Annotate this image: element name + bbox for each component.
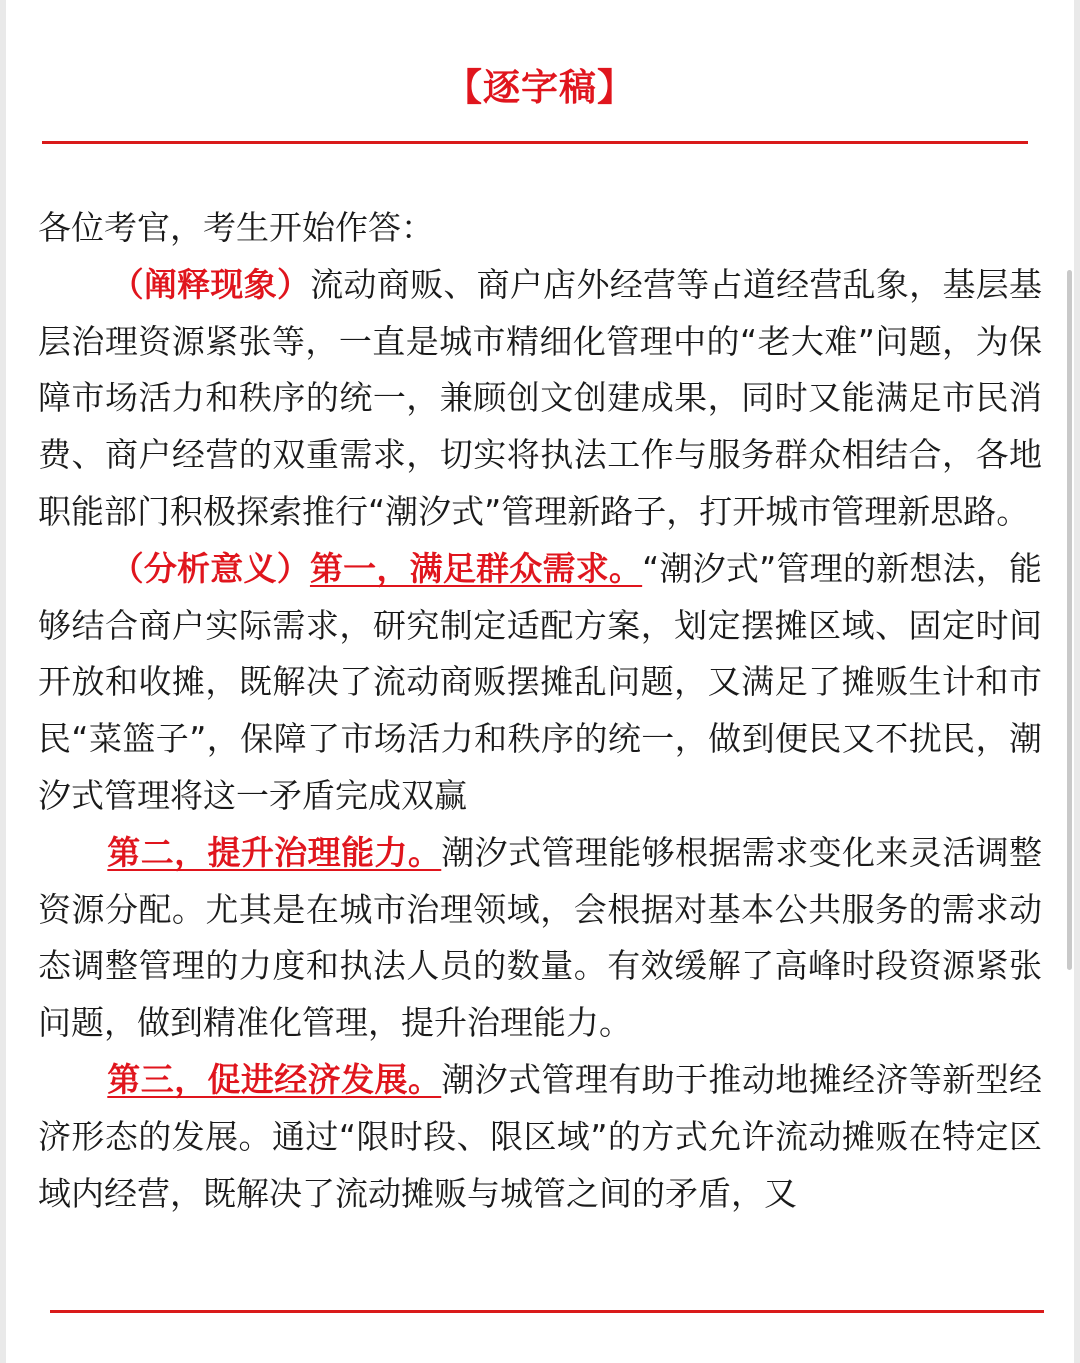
- point-heading: 第二，提升治理能力。: [107, 832, 442, 872]
- document-title: 【逐字稿】: [445, 66, 635, 109]
- point-heading: 第一，满足群众需求。: [309, 548, 643, 588]
- point-heading: 第三，促进经济发展。: [107, 1059, 442, 1099]
- paragraph-text: “潮汐式”管理的新想法，能够结合商户实际需求，研究制定适配方案，划定摆摊区域、固定时间开放和收摊，既解决了流动商贩摆摊乱问题，又满足了摊贩生计和市民“菜篮子”，保障了市场活力和秩序的统一，做到便民又不扰民，潮汐式管理将这一矛盾完成双赢: [38, 548, 1043, 815]
- paragraph-text: 潮汐式管理能够根据需求变化来灵活调整资源分配。尤其是在城市治理领域，会根据对基本公共服务的需求动态调整管理的力度和执法人员的数量。有效缓解了高峰时段资源紧张问题，做到精准化管理，提升治理能力。: [38, 832, 1043, 1043]
- greeting: 各位考官，考生开始作答：: [38, 208, 434, 247]
- paragraph-significance-3: [38, 1052, 1042, 1222]
- bottom-divider: [50, 1310, 1044, 1313]
- scrollbar[interactable]: [1067, 270, 1072, 970]
- section-tag: （阐释现象）: [110, 264, 311, 304]
- paragraph-significance-2: [38, 825, 1042, 1052]
- answer-body: [38, 200, 1042, 1222]
- paragraph-phenomenon: [38, 257, 1042, 541]
- paragraph-text: 潮汐式管理有助于推动地摊经济等新型经济形态的发展。通过“限时段、限区域”的方式允许流动摊贩在特定区域内经营，既解决了流动摊贩与城管之间的矛盾，又: [38, 1059, 1043, 1213]
- section-tag: （分析意义）: [110, 548, 310, 588]
- paragraph-significance-1: [38, 541, 1042, 825]
- paragraph-text: 流动商贩、商户店外经营等占道经营乱象，基层基层治理资源紧张等，一直是城市精细化管理中的“老大难”问题，为保障市场活力和秩序的统一，兼顾创文创建成果，同时又能满足市民消费、商户经营的双重需求，切实将执法工作与服务群众相结合，各地职能部门积极探索推行“潮汐式”管理新路子，打开城市管理新思路。: [38, 264, 1043, 531]
- title-divider: [42, 141, 1028, 144]
